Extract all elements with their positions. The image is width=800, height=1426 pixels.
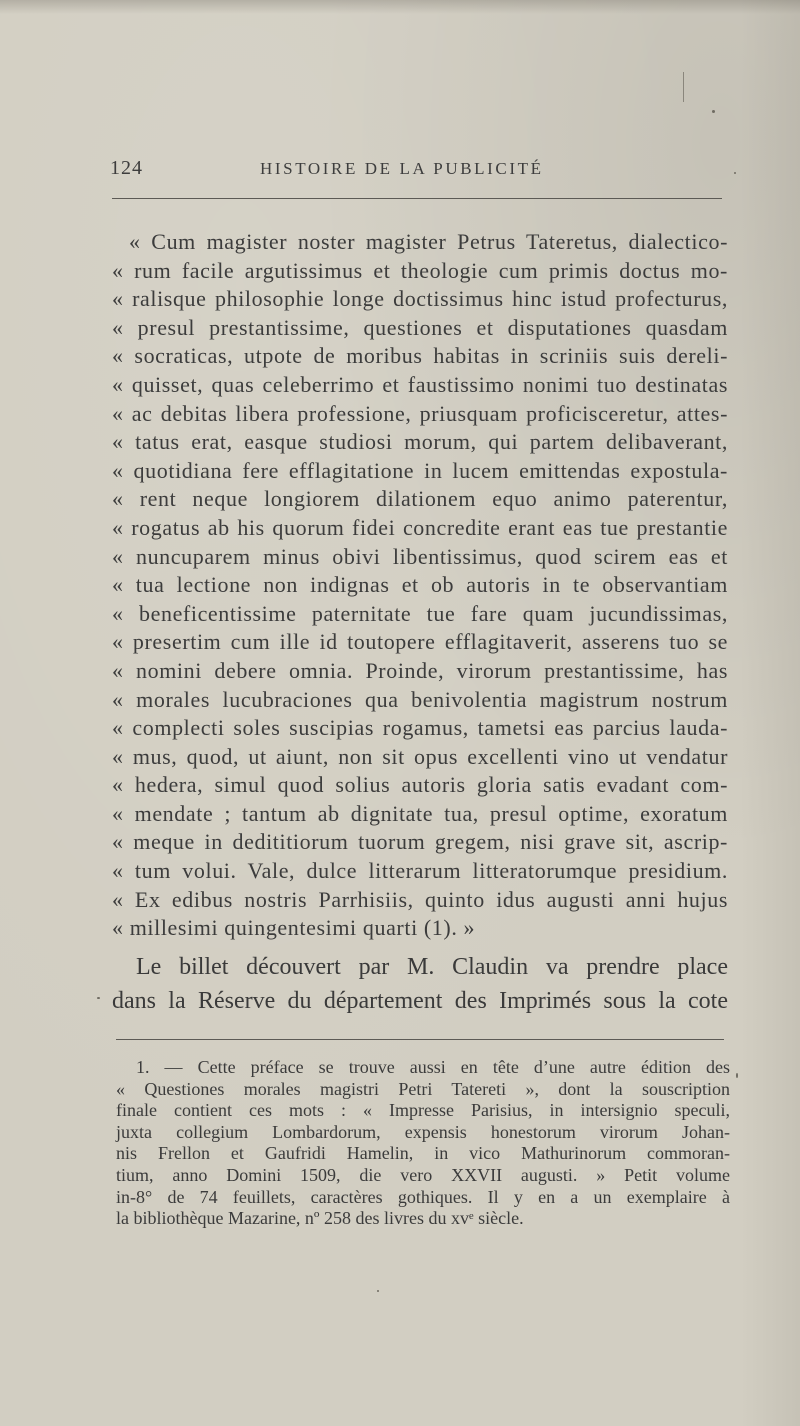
quote-line: « rum facile argutissimus et theologie cum primis doctus mo-	[112, 257, 728, 283]
quote-line: « Cum magister noster magister Petrus Tateretus, dialectico-	[129, 229, 728, 254]
body-line: Le billet découvert par M. Claudin va prendre place	[136, 954, 728, 980]
header-rule	[112, 198, 722, 199]
quote-line: « tatus erat, easque studiosi morum, qui partem delibaverant,	[112, 429, 728, 455]
running-title: HISTOIRE DE LA PUBLICITÉ	[260, 159, 544, 178]
quote-line: « complecti soles suscipias rogamus, tametsi eas parcius lauda-	[112, 715, 728, 741]
quote-line: « presul prestantissime, questiones et disputationes quasdam	[112, 314, 728, 340]
running-head	[108, 157, 722, 187]
quote-line: « ralisque philosophie longe doctissimus hinc istud profecturus,	[112, 286, 728, 312]
quote-line: « hedera, simul quod solius autoris gloria satis evadant com-	[112, 772, 728, 798]
quote-line: « meque in dedititiorum tuorum gregem, nisi grave sit, ascrip-	[112, 829, 728, 855]
footnote-line: finale contient ces mots : « Impresse Parisius, in intersignio speculi,	[116, 1100, 730, 1121]
footnote-line: tium, anno Domini 1509, die vero XXVII augusti. » Petit volume	[116, 1164, 730, 1185]
quote-line: « millesimi quingentesimi quarti (1). »	[112, 915, 476, 941]
quote-line: « rent neque longiorem dilationem equo animo paterentur,	[112, 486, 728, 512]
quote-line: « quisset, quas celeberrimo et faustissimo nonimi tuo destinatas	[112, 371, 728, 397]
page-number: 124	[110, 157, 143, 179]
footnote-line: 1. — Cette préface se trouve aussi en tête d’une autre édition des	[136, 1057, 730, 1077]
quote-line: « ac debitas libera professione, priusquam proficisceretur, attes-	[112, 400, 728, 426]
page-right-edge-shadow	[740, 0, 800, 1426]
body-paragraph	[112, 950, 728, 1018]
quote-line: « quotidiana fere efflagitatione in lucem emittendas expostula-	[112, 457, 728, 483]
latin-quotation	[112, 228, 728, 943]
quote-line: « nomini debere omnia. Proinde, virorum prestantissime, has	[112, 657, 728, 683]
footnote	[116, 1057, 730, 1230]
footnote-rule	[116, 1039, 724, 1040]
footnote-line: la bibliothèque Mazarine, nº 258 des livres du xvᵉ siècle.	[116, 1208, 524, 1229]
footnote-line: in-8° de 74 feuillets, caractères gothiques. Il y en a un exemplaire à	[116, 1186, 730, 1207]
footnote-line: « Questiones morales magistri Petri Tatereti », dont la souscription	[116, 1078, 730, 1099]
quote-line: « mendate ; tantum ab dignitate tua, presul optime, exoratum	[112, 800, 728, 826]
quote-line: « tua lectione non indignas et ob autoris in te observantiam	[112, 572, 728, 598]
page-top-edge-shadow	[0, 0, 800, 14]
quote-line: « beneficentissime paternitate tue fare quam jucundissimas,	[112, 600, 728, 626]
quote-line: « presertim cum ille id toutopere efflagitaverit, asserens tuo se	[112, 629, 728, 655]
footnote-line: nis Frellon et Gaufridi Hamelin, in vico Mathurinorum commoran-	[116, 1143, 730, 1164]
quote-line: « socraticas, utpote de moribus habitas in scriniis suis dereli-	[112, 343, 728, 369]
quote-line: « mus, quod, ut aiunt, non sit opus excellenti vino ut vendatur	[112, 743, 728, 769]
quote-line: « tum volui. Vale, dulce litterarum litteratorumque presidium.	[112, 858, 728, 884]
quote-line: « rogatus ab his quorum fidei concredite erant eas tue prestantie	[112, 514, 728, 540]
quote-line: « Ex edibus nostris Parrhisiis, quinto idus augusti anni hujus	[112, 886, 728, 912]
body-line: dans la Réserve du département des Imprimés sous la cote	[112, 988, 728, 1014]
quote-line: « morales lucubraciones qua benivolentia magistrum nostrum	[112, 686, 728, 712]
footnote-line: juxta collegium Lombardorum, expensis honestorum virorum Johan-	[116, 1121, 730, 1142]
quote-line: « nuncuparem minus obivi libentissimus, quod scirem eas et	[112, 543, 728, 569]
